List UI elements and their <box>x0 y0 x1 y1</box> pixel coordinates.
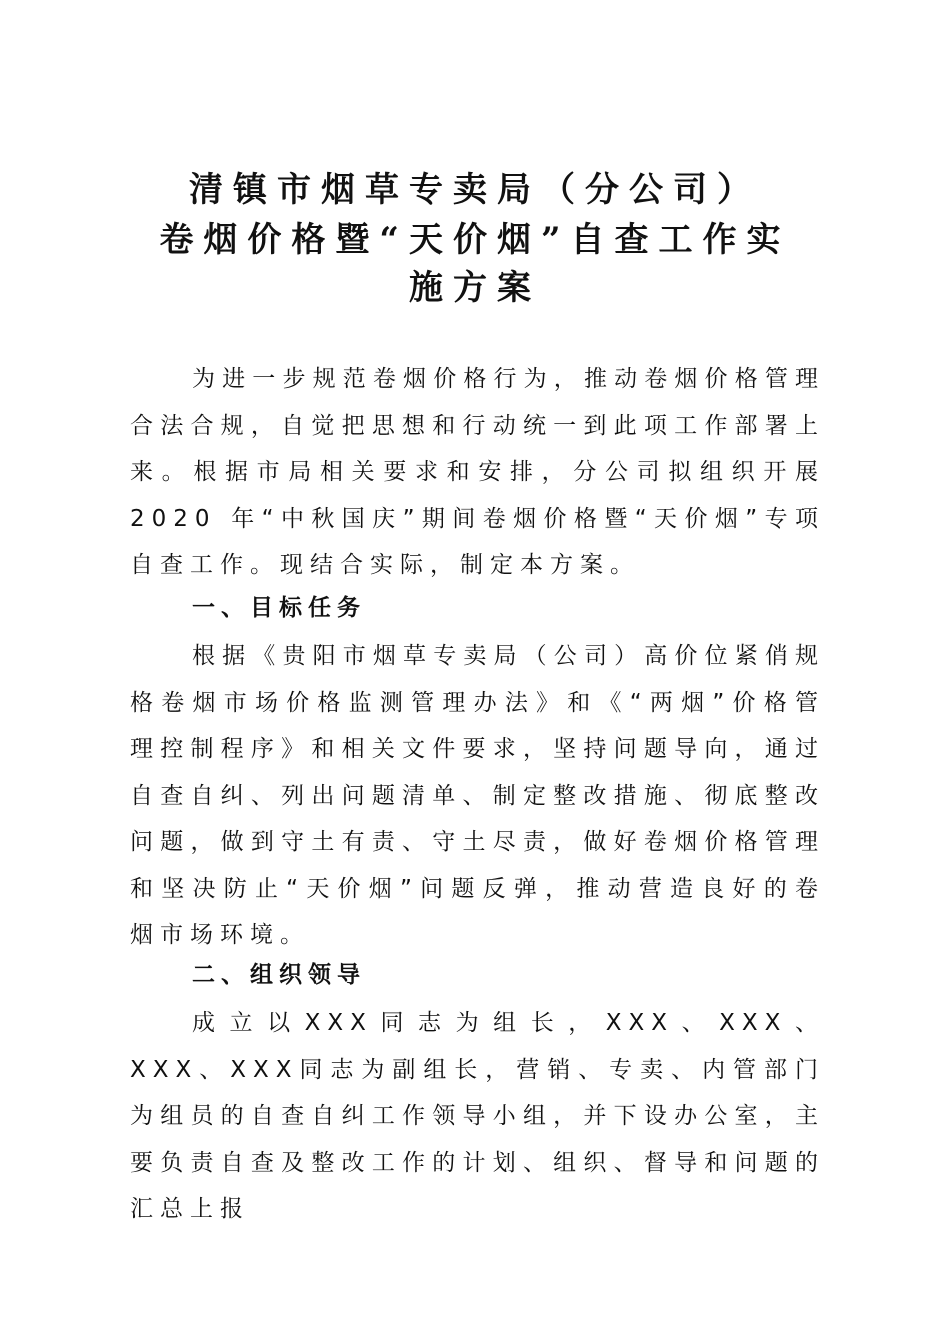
section-paragraph-organization: 成立以XXX同志为组长，XXX、XXX、XXX、XXX同志为副组长，营销、专卖、内管部门为组员的自查自纠工作领导小组，并下设办公室，主要负责自查及整改工作的计划、组织、督导和问题的汇总上报 <box>130 1010 825 1222</box>
section-heading-organization: 二、组织领导 <box>192 962 366 988</box>
document-title-line-1: 清镇市烟草专卖局（分公司） <box>189 170 761 210</box>
section-paragraph-goals: 根据《贵阳市烟草专卖局（公司）高价位紧俏规格卷烟市场价格监测管理办法》和《“两烟”价格管理控制程序》和相关文件要求，坚持问题导向，通过自查自纠、列出问题清单、制定整改措施、彻底整改问题，做到守土有责、守土尽责，做好卷烟价格管理和坚决防止“天价烟”问题反弹，推动营造良好的卷烟市场环境。 <box>130 643 825 948</box>
intro-paragraph: 为进一步规范卷烟价格行为，推动卷烟价格管理合法合规，自觉把思想和行动统一到此项工作部署上来。根据市局相关要求和安排，分公司拟组织开展2020 年“中秋国庆”期间卷烟价格暨“天价烟”专项自查工作。现结合实际，制定本方案。 <box>130 366 825 578</box>
document-title-line-3: 施方案 <box>409 268 541 308</box>
section-heading-goals: 一、目标任务 <box>192 595 366 621</box>
document-title-line-2: 卷烟价格暨“天价烟”自查工作实 <box>159 220 791 260</box>
